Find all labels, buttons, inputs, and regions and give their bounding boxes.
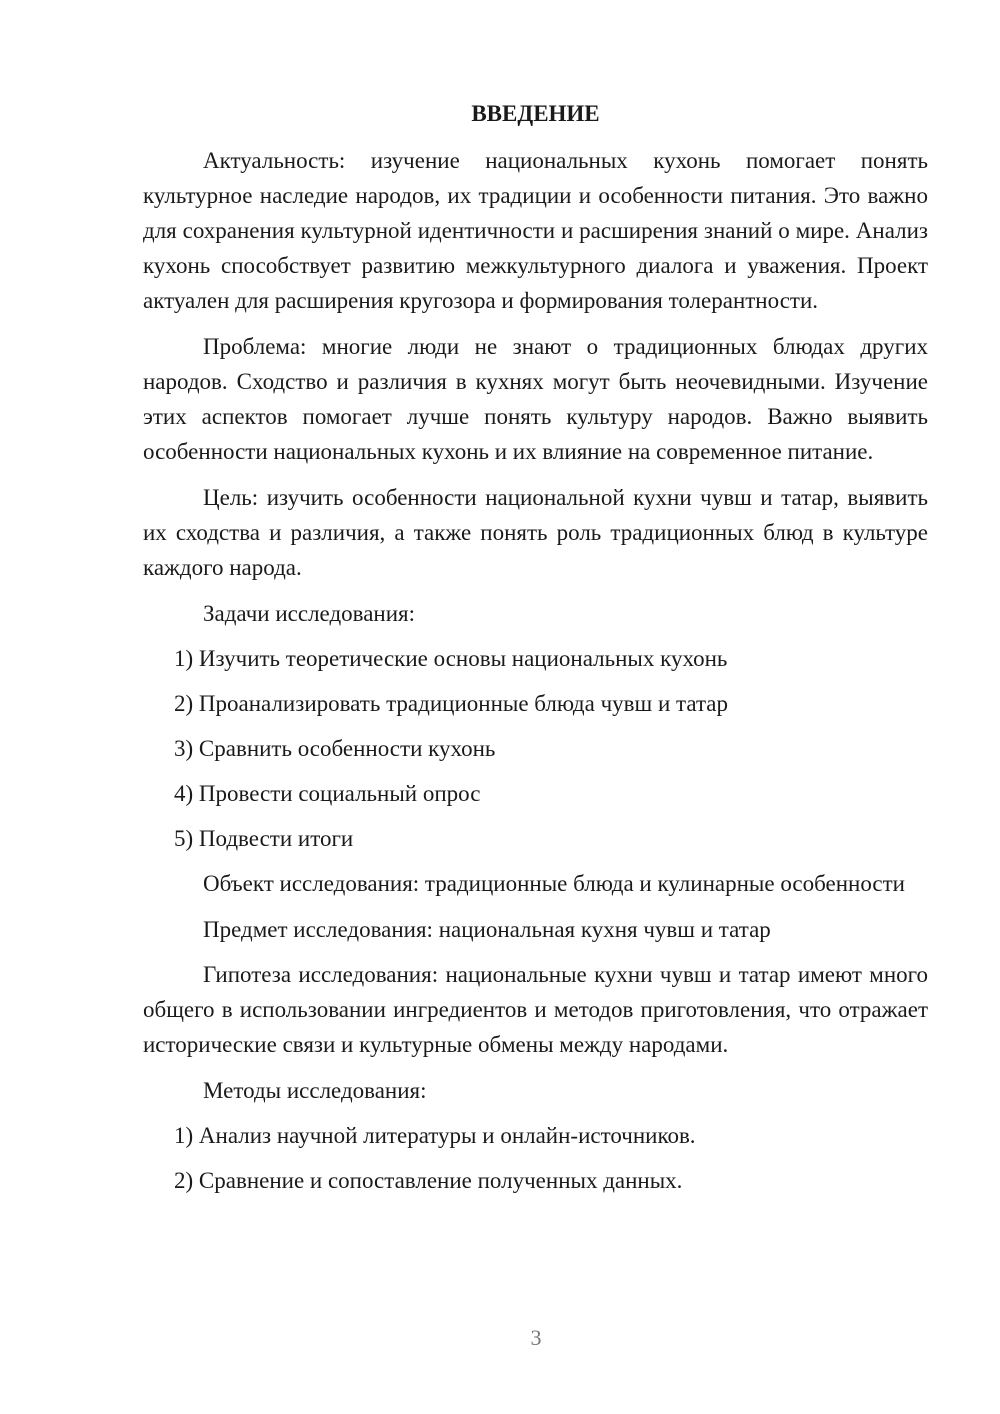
problem-paragraph: Проблема: многие люди не знают о традиционных блюдах других народов. Сходство и различия в кухнях могут быть неочевидными. Изучение этих аспектов помогает лучше понять культуру народов. Важно выявить особенности национальных кухонь и их влияние на современное питание.	[143, 334, 928, 464]
task-item: 5) Подвести итоги	[174, 826, 354, 851]
goal-paragraph: Цель: изучить особенности национальной кухни чувш и татар, выявить их сходства и различия, а также понять роль традиционных блюд в культуре каждого народа.	[143, 485, 928, 580]
task-item: 3) Сравнить особенности кухонь	[174, 736, 496, 761]
object-paragraph: Объект исследования: традиционные блюда и кулинарные особенности	[203, 871, 905, 896]
document-page	[143, 96, 928, 1208]
method-item: 2) Сравнение и сопоставление полученных данных.	[174, 1168, 683, 1193]
methods-list	[143, 1118, 928, 1198]
task-item: 1) Изучить теоретические основы национальных кухонь	[174, 646, 728, 671]
methods-heading: Методы исследования:	[203, 1078, 427, 1103]
tasks-list	[143, 641, 928, 856]
relevance-paragraph: Актуальность: изучение национальных кухонь помогает понять культурное наследие народов, их традиции и особенности питания. Это важно для сохранения культурной идентичности и расширения знаний о мире. Анализ кухонь способствует развитию межкультурного диалога и уважения. Проект актуален для расширения кругозора и формирования толерантности.	[143, 148, 928, 313]
task-item: 4) Провести социальный опрос	[174, 781, 481, 806]
subject-line: Предмет исследования: национальная кухня чувш и татар	[203, 917, 771, 942]
task-item: 2) Проанализировать традиционные блюда чувш и татар	[174, 691, 728, 716]
method-item: 1) Анализ научной литературы и онлайн-источников.	[174, 1123, 696, 1148]
hypothesis-paragraph: Гипотеза исследования: национальные кухни чувш и татар имеют много общего в использовании ингредиентов и методов приготовления, что отражает исторические связи и культурные обмены между народами.	[143, 962, 928, 1057]
tasks-heading: Задачи исследования:	[203, 601, 416, 626]
page-number: 3	[530, 1325, 542, 1350]
section-title: ВВЕДЕНИЕ	[471, 101, 600, 126]
